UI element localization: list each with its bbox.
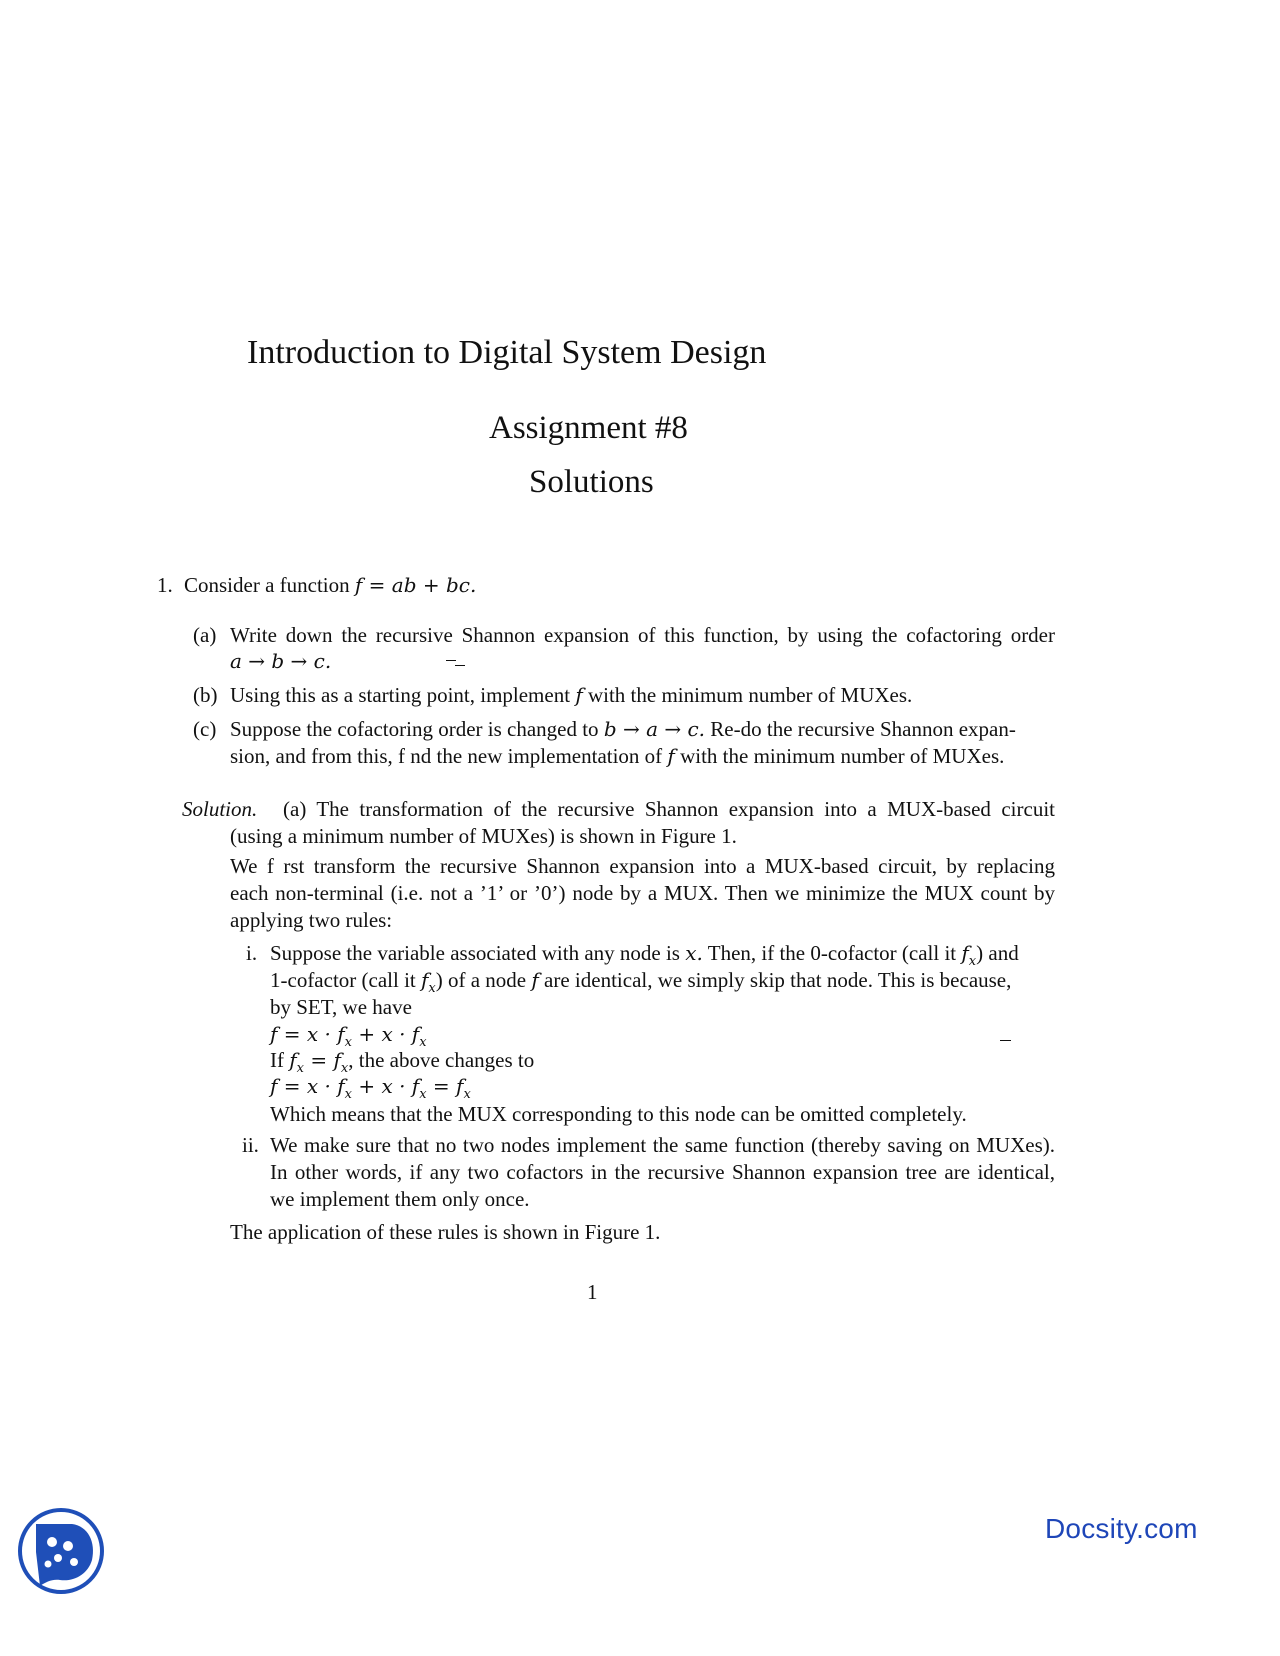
- rule-i-l1-pre: Suppose the variable associated with any node is: [270, 941, 680, 965]
- part-c-line2-var: f: [667, 744, 675, 768]
- assignment-number: Assignment #8: [489, 410, 688, 446]
- eq2-part-b: + x · f: [351, 1074, 420, 1098]
- part-b-text: [230, 681, 912, 709]
- rule-i-line5: If $f_x = f_x$, the above changes to: [270, 1048, 535, 1076]
- rule-i-l2-f: f: [421, 968, 429, 992]
- rule-i-l5-post: , the above changes to: [348, 1048, 535, 1072]
- part-c-label: (c): [193, 717, 217, 741]
- l5-f-a: f: [289, 1048, 297, 1072]
- part-c-line2-post: with the minimum number of MUXes.: [680, 744, 1005, 768]
- equation-2: [270, 1074, 471, 1102]
- question-formula: f = ab + bc.: [354, 573, 477, 597]
- rule-ii-line3: we implement them only once.: [270, 1187, 530, 1211]
- question-text: Consider a function: [184, 573, 350, 597]
- part-b-post: with the minimum number of MUXes.: [587, 683, 913, 707]
- stray-mark: [1000, 1040, 1011, 1041]
- rule-i-l1-mid: Then, if the 0-cofactor (call it: [707, 941, 957, 965]
- part-a-line1: Write down the recursive Shannon expansion of this function, by using the cofactoring order: [230, 623, 1055, 647]
- solution-para1-line1: (a) The transformation of the recursive Shannon expansion into a MUX-based circuit: [283, 797, 1055, 821]
- rule-i-l2-sub: x: [428, 981, 436, 997]
- question-number: 1.: [157, 573, 173, 597]
- rule-i-line3: by SET, we have: [270, 995, 412, 1019]
- stray-mark: [446, 660, 456, 661]
- rule-ii-line1: We make sure that no two nodes implement the same function (thereby saving on MUXes).: [270, 1133, 1055, 1157]
- rule-i-l1-post: ) and: [976, 941, 1019, 965]
- part-c-line1: [230, 715, 1016, 743]
- docsity-logo-icon: [18, 1508, 104, 1594]
- docsity-logo-shape: [22, 1512, 100, 1590]
- rule-i-l1-sub: x: [968, 954, 977, 970]
- rule-i-l5-pre: If: [270, 1048, 284, 1072]
- part-b-var: f: [575, 683, 583, 707]
- solution-label: Solution.: [182, 797, 258, 821]
- solutions-heading: Solutions: [529, 464, 654, 500]
- rule-i-l2-post: are identical, we simply skip that node. This is because,: [544, 968, 1012, 992]
- part-c-post: Re-do the recursive Shannon expan-: [710, 717, 1016, 741]
- stray-mark: [455, 665, 465, 666]
- part-c-line2: [230, 742, 1004, 770]
- page-number: 1: [587, 1280, 598, 1304]
- part-b-pre: Using this as a starting point, implement: [230, 683, 571, 707]
- eq1-sub-a: x: [344, 1035, 352, 1050]
- part-c-order: b → a → c.: [603, 717, 706, 741]
- document-title: Introduction to Digital System Design: [247, 334, 767, 371]
- part-a-label: (a): [193, 623, 217, 647]
- solution-para2-line2: each non-terminal (i.e. not a ’1’ or ’0’) node by a MUX. Then we minimize the MUX count by: [230, 881, 1055, 905]
- rule-ii-line2: In other words, if any two cofactors in the recursive Shannon expansion tree are identical,: [270, 1160, 1055, 1184]
- eq1-part-b: + x · f: [351, 1022, 420, 1046]
- rule-i-l2-var: f: [531, 968, 539, 992]
- eq2-sub-a: x: [344, 1087, 352, 1102]
- eq2-part-c: = f: [426, 1074, 464, 1098]
- rule-i-l2-pre: 1-cofactor (call it: [270, 968, 416, 992]
- eq2-sub-b: x: [419, 1087, 427, 1102]
- rule-i-label: i.: [246, 941, 258, 965]
- docsity-brand-link[interactable]: Docsity.com: [1045, 1513, 1198, 1544]
- rule-i-line7: Which means that the MUX corresponding to this node can be omitted completely.: [270, 1102, 967, 1126]
- eq2-sub-c: x: [463, 1087, 471, 1102]
- l5-sub-b: x: [340, 1061, 349, 1076]
- eq1-sub-b: x: [419, 1035, 427, 1050]
- rule-i-l2-mid: ) of a node: [435, 968, 527, 992]
- part-c-line2-pre: sion, and from this, f nd the new implementation of: [230, 744, 663, 768]
- rule-i-l1-f: f: [961, 941, 969, 965]
- part-b-label: (b): [193, 683, 218, 707]
- question-1: [157, 571, 476, 599]
- part-c-pre: Suppose the cofactoring order is changed to: [230, 717, 599, 741]
- l5-sub-a: x: [296, 1061, 304, 1076]
- eq1-part-a: f = x · f: [270, 1022, 345, 1046]
- closing-sentence: The application of these rules is shown in Figure 1.: [230, 1220, 661, 1244]
- part-a-order: a → b → c.: [230, 649, 332, 673]
- rule-i-l1-var: x.: [685, 941, 703, 965]
- solution-para2-line1: We f rst transform the recursive Shannon expansion into a MUX-based circuit, by replacing: [230, 854, 1055, 878]
- eq2-part-a: f = x · f: [270, 1074, 345, 1098]
- l5-f-b: f: [333, 1048, 341, 1072]
- solution-para2-line3: applying two rules:: [230, 908, 393, 932]
- solution-para1-line2: (using a minimum number of MUXes) is shown in Figure 1.: [230, 824, 737, 848]
- rule-ii-label: ii.: [242, 1133, 259, 1157]
